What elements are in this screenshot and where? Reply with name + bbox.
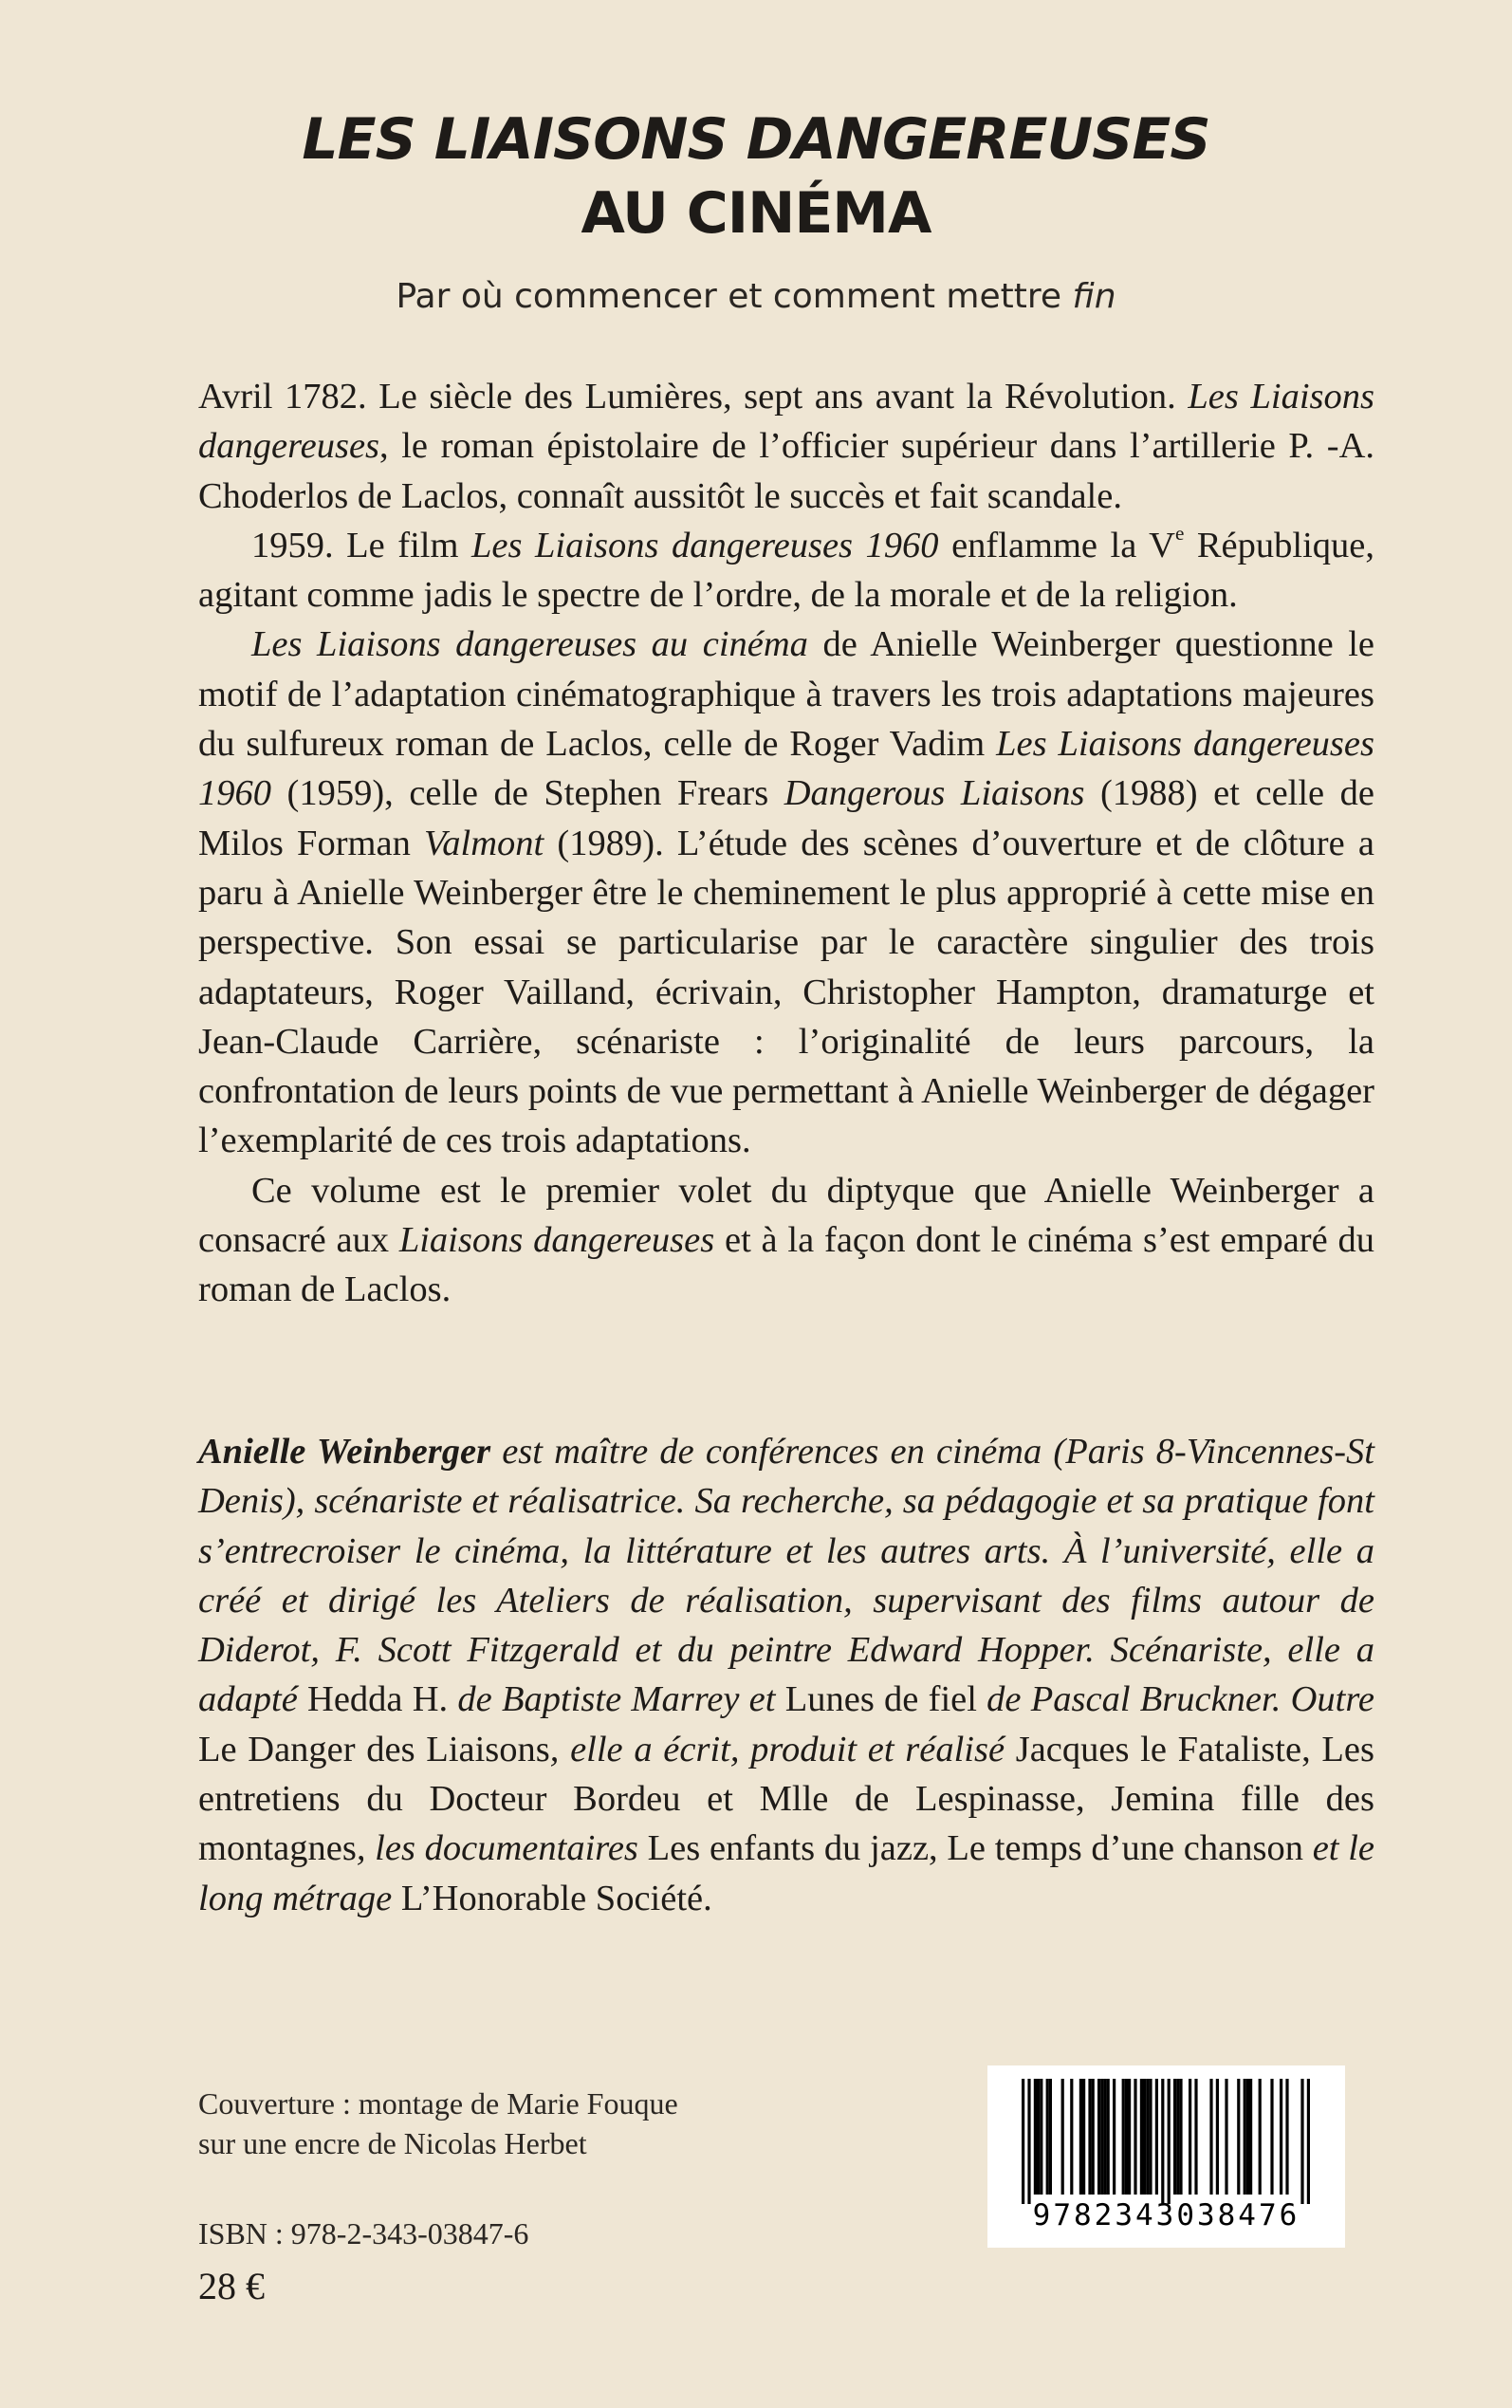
book-title	[0, 102, 1512, 250]
text-run: 1959. Le film	[251, 525, 471, 565]
barcode-digits: 9782343038476	[1032, 2198, 1300, 2232]
barcode-bar	[1125, 2079, 1128, 2195]
text-run: Valmont	[424, 823, 544, 863]
barcode-bar	[1155, 2079, 1158, 2195]
barcode-bar	[1088, 2079, 1091, 2195]
barcode-bar	[1176, 2079, 1179, 2195]
blurb-paragraph-3	[198, 620, 1374, 1165]
text-run: , les documentaires	[356, 1828, 648, 1869]
superscript: e	[1174, 521, 1185, 545]
text-run: et à la façon dont le cinéma s’est emparé du roman de Laclos.	[198, 1220, 1374, 1310]
text-run: est maître de conférences en cinéma (Paris 8-Vincennes-St Denis), scénariste et réalisatrice. Sa recherche, sa pédagogie et sa pratique font s’entrecroiser le cinéma, la littérature et les autres arts. À l’université, elle a créé et dirigé les Ateliers de réalisation, supervisant des films autour de Diderot, F. Scott Fitzgerald et du peintre Edward Hopper. Scénariste, elle a adapté	[198, 1432, 1374, 1720]
barcode-bar	[1092, 2079, 1095, 2195]
book-subtitle	[0, 273, 1512, 321]
text-run: de Anielle Weinberger questionne le motif de l’adaptation cinématographique à travers les trois adaptations majeures du sulfureux roman de Laclos, celle de Roger Vadim	[198, 624, 1375, 765]
subtitle-italic: fin	[1072, 277, 1116, 316]
barcode-bar	[1140, 2079, 1143, 2195]
text-run: et le long métrage	[198, 1828, 1374, 1918]
work-title: Le Danger des Liaisons	[198, 1729, 550, 1769]
barcode-bar	[1082, 2079, 1085, 2195]
text-run: (1988) et celle de Milos Forman	[198, 773, 1375, 863]
text-run: Les Liaisons dangereuses 1960	[470, 525, 939, 565]
text-run: , le roman épistolaire de l’officier supérieur dans l’artillerie P. -A. Choderlos de Laclos, connaît aussitôt le succès et fait scandale.	[198, 426, 1374, 516]
blurb	[198, 372, 1374, 1315]
text-run: Les Liaisons dangereuses 1960	[198, 724, 1374, 814]
barcode-bar	[1046, 2079, 1049, 2195]
subtitle-main: Par où commencer et comment mettre	[396, 277, 1073, 316]
barcode-bar	[1216, 2079, 1219, 2195]
bio-paragraph	[198, 1427, 1374, 1923]
barcode-bar	[1270, 2079, 1273, 2195]
barcode	[987, 2065, 1345, 2248]
barcode-bar	[1122, 2079, 1125, 2195]
blurb-paragraph-2	[198, 521, 1374, 621]
blurb-paragraph-4	[198, 1166, 1374, 1315]
barcode-bar	[1246, 2079, 1249, 2195]
title-line-1: LES LIAISONS DANGEREUSES	[302, 106, 1210, 173]
barcode-bar	[1113, 2079, 1116, 2195]
work-title: Hedda H.	[307, 1679, 449, 1720]
barcode-bar	[1079, 2079, 1082, 2195]
work-title: Jacques le Fataliste, Les entretiens du Docteur Bordeu et Mlle de Lespinasse, Jemina fille des montagnes	[198, 1729, 1374, 1869]
barcode-bar	[1146, 2079, 1149, 2195]
barcode-bar	[1285, 2079, 1288, 2195]
barcode-bar	[1189, 2079, 1191, 2195]
barcode-bar	[1107, 2079, 1110, 2195]
text-run: Les Liaisons dangereuses	[198, 377, 1374, 467]
text-run: Dangerous Liaisons	[784, 773, 1085, 814]
barcode-bar	[1259, 2079, 1262, 2195]
credits-line-2: sur une encre de Nicolas Herbet	[198, 2126, 587, 2160]
barcode-bar	[1034, 2079, 1037, 2195]
barcode-bar	[1300, 2079, 1303, 2204]
barcode-bar	[1049, 2079, 1052, 2195]
text-run: République, agitant comme jadis le spectre de l’ordre, de la morale et de la religion.	[198, 525, 1374, 616]
barcode-bar	[1194, 2079, 1197, 2195]
barcode-bar	[1128, 2079, 1131, 2195]
price: 28 €	[198, 2265, 265, 2307]
barcode-bar	[1280, 2079, 1282, 2195]
barcode-bar	[1100, 2079, 1103, 2195]
barcode-bar	[1179, 2079, 1182, 2195]
barcode-bar	[1209, 2079, 1212, 2195]
credits-line-1: Couverture : montage de Marie Fouque	[198, 2086, 678, 2121]
blurb-paragraph-1	[198, 372, 1374, 521]
cover-credits	[198, 2084, 678, 2163]
text-run: Ce volume est le premier volet du diptyque que Anielle Weinberger a consacré aux	[198, 1170, 1374, 1261]
text-run: (1959), celle de Stephen Frears	[271, 773, 784, 814]
author-bio	[198, 1427, 1374, 1923]
barcode-bar	[1307, 2079, 1310, 2204]
work-title: Les enfants du jazz, Le temps d’une chanson	[647, 1828, 1303, 1869]
barcode-bar	[1022, 2079, 1024, 2204]
text-run: Liaisons dangereuses	[398, 1220, 715, 1261]
text-run: enflamme la V	[938, 525, 1175, 565]
barcode-bar	[1103, 2079, 1106, 2195]
text-run: de Baptiste Marrey et	[448, 1679, 785, 1720]
barcode-bar	[1225, 2079, 1227, 2195]
barcode-bar	[1040, 2079, 1042, 2195]
barcode-bar	[1027, 2079, 1030, 2204]
barcode-bar	[1244, 2079, 1246, 2195]
author-name: Anielle Weinberger	[198, 1432, 491, 1472]
isbn: ISBN : 978-2-343-03847-6	[198, 2216, 529, 2251]
text-run: Avril 1782. Le siècle des Lumières, sept ans avant la Révolution.	[198, 377, 1189, 417]
work-title: Lunes de fiel	[784, 1679, 977, 1720]
barcode-bar	[1070, 2079, 1073, 2195]
text-run: de Pascal Bruckner. Outre	[976, 1679, 1374, 1720]
barcode-bar	[1249, 2079, 1252, 2195]
text-run: , elle a écrit, produit et réalisé	[549, 1729, 1016, 1769]
work-title: L’Honorable Société.	[400, 1878, 712, 1918]
barcode-bar	[1037, 2079, 1040, 2195]
title-line-2: AU CINÉMA	[581, 180, 931, 247]
barcode-bar	[1143, 2079, 1146, 2195]
text-run: (1989). L’étude des scènes d’ouverture et de clôture a paru à Anielle Weinberger être le cheminement le plus approprié à cette mise en perspective. Son essai se particularise par le caractère singulier des trois adaptateurs, Roger Vailland, écrivain, Christopher Hampton, dramaturge et Jean-Claude Carrière, scénariste : l’originalité de leurs parcours, la confrontation de leurs points de vue permettant à Anielle Weinberger de dégager l’exemplarité de ces trois adaptations.	[198, 823, 1374, 1161]
barcode-bar	[1061, 2079, 1064, 2195]
barcode-bar	[1134, 2079, 1136, 2195]
barcode-bar	[1161, 2079, 1164, 2204]
barcode-bar	[1237, 2079, 1240, 2195]
barcode-bar	[1173, 2079, 1176, 2195]
barcode-bar	[1149, 2079, 1152, 2195]
barcode-bar	[1097, 2079, 1100, 2195]
text-run: Les Liaisons dangereuses au cinéma	[251, 624, 808, 665]
barcode-bar	[1168, 2079, 1171, 2204]
